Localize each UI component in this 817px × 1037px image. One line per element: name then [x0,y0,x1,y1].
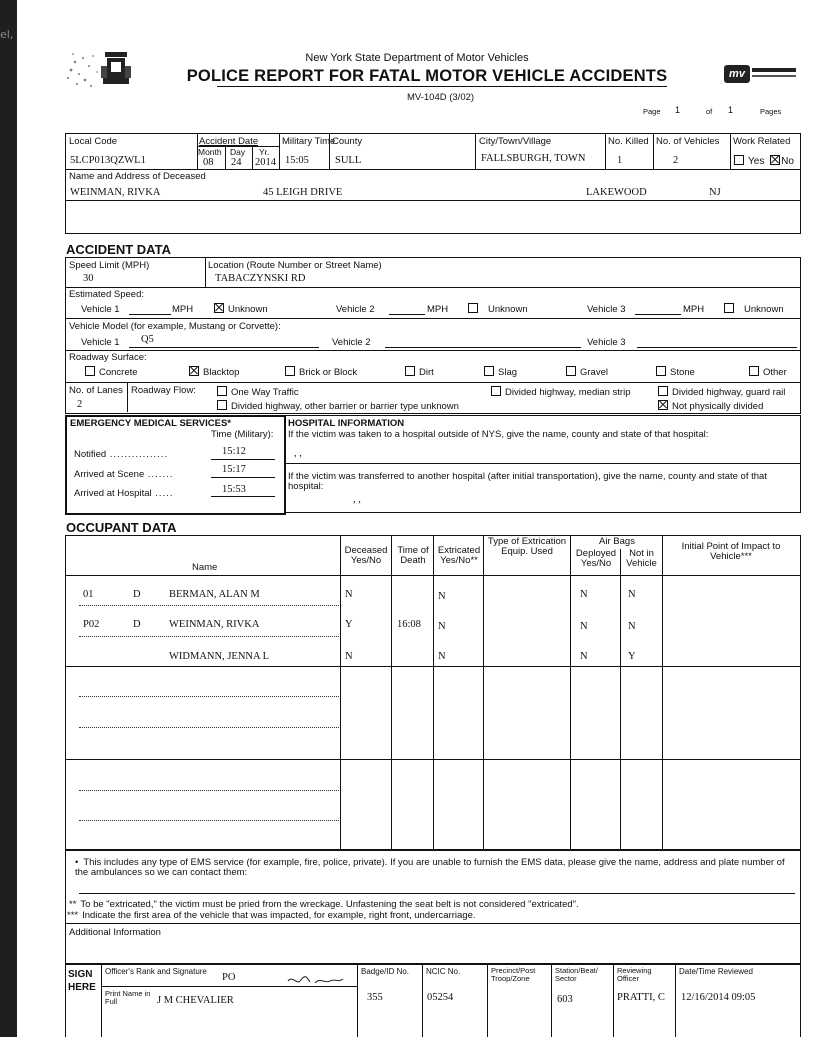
occupant-2-extricated: N [438,621,446,632]
occupant-3-name: WIDMANN, JENNA L [169,651,270,662]
reviewed-label: Date/Time Reviewed [679,967,753,976]
officer-rank: PO [222,972,236,983]
additional-info-label: Additional Information [69,927,161,938]
model-vehicle1: Q5 [141,334,154,345]
speed-limit: 30 [83,273,94,284]
deceased-city: LAKEWOOD [586,187,647,198]
arrived-scene-label: Arrived at Scene ....... [74,469,174,480]
roadway-flow-label: Roadway Flow: [131,385,196,396]
dmv-logo [724,63,796,85]
location-label: Location (Route Number or Street Name) [208,260,382,271]
surface-other: Other [749,366,787,378]
surface-brick: Brick or Block [285,366,357,378]
surface-dirt-checkbox[interactable] [405,366,415,376]
sign-here-label: SIGN HERE [68,969,96,993]
speed-limit-label: Speed Limit (MPH) [69,260,150,271]
vehicle2-unknown: Unknown [468,303,528,315]
occupant-1-deployed: N [580,589,588,600]
occupant-3-extricated: N [438,651,446,662]
surface-slag: Slag [484,366,517,378]
hospital-outside-value: , , [294,448,302,459]
page-total: 1 [728,105,734,115]
flow-divided-other-checkbox[interactable] [217,400,227,410]
occupant-2-vehicle: P02 [83,619,100,630]
dmv-logo-mark: mv [724,65,750,83]
occupant-3-not-in: Y [628,651,636,662]
surface-blacktop-checkbox[interactable] [189,366,199,376]
page-label: Page [643,107,661,116]
occupant-1-name: BERMAN, ALAN M [169,589,260,600]
arrived-hospital-label: Arrived at Hospital ..... [74,488,174,499]
surface-gravel-checkbox[interactable] [566,366,576,376]
deceased-name: WEINMAN, RIVKA [70,187,161,198]
occupant-1-vehicle: 01 [83,589,94,600]
officer-print-name: J M CHEVALIER [157,995,234,1006]
occupant-2-deceased: Y [345,619,353,630]
window-edge-label: el, [0,28,14,41]
station-label: Station/Beat/ Sector [555,966,598,983]
officer-signature [285,972,347,990]
date-reviewed: 12/16/2014 09:05 [681,992,756,1003]
accident-month: 08 [203,157,214,168]
notified-time: 15:12 [222,446,246,457]
no-option-label: No [781,156,794,167]
vehicle3-unknown: Unknown [724,303,784,315]
work-related-label: Work Related [733,136,791,147]
occupant-1-extricated: N [438,591,446,602]
station-number: 603 [557,994,573,1005]
occupant-2-time: 16:08 [397,619,421,630]
occupant-3-deployed: N [580,651,588,662]
vehicle3-unknown-checkbox[interactable] [724,303,734,313]
notified-label: Notified ................ [74,449,169,460]
work-related-no-checkbox[interactable] [770,155,780,165]
mph-label-3: MPH [683,304,705,315]
accident-date-label: Accident Date [199,136,259,147]
page-number: 1 [675,105,681,115]
arrived-scene-time: 15:17 [222,464,246,475]
location: TABACZYNSKI RD [215,273,306,284]
col-extricated-header: Extricated Yes/No** [437,545,481,566]
vehicle2-speed-label: Vehicle 2 [336,304,375,315]
accident-day: 24 [231,157,242,168]
surface-stone: Stone [656,366,695,378]
col-equip-header: Type of Extrication Equip. Used [487,536,567,557]
surface-stone-checkbox[interactable] [656,366,666,376]
ncic-number: 05254 [427,992,454,1003]
report-page [17,0,817,1037]
mph-label-1: MPH [172,304,194,315]
reviewing-officer: PRATTI, C [617,992,665,1003]
model-vehicle2-label: Vehicle 2 [332,337,371,348]
col-impact-header: Initial Point of Impact to Vehicle*** [681,541,781,562]
vehicle1-unknown: Unknown [214,303,268,315]
surface-dirt: Dirt [405,366,434,378]
occupant-1-role: D [133,589,141,600]
arrived-hospital-time: 15:53 [222,484,246,495]
flow-not-divided: Not physically divided [658,400,763,412]
accident-identification-box [65,133,801,234]
occupant-data-heading: OCCUPANT DATA [66,520,177,535]
killed-label: No. Killed [608,136,649,147]
occupant-1-deceased: N [345,589,353,600]
page-title: POLICE REPORT FOR FATAL MOTOR VEHICLE ACCIDENTS [186,67,668,85]
roadway-surface-label: Roadway Surface: [69,352,147,363]
col-time-of-death-header: Time of Death [397,545,429,566]
flow-divided-median-checkbox[interactable] [491,386,501,396]
local-code-label: Local Code [69,136,118,147]
form-number: MV-104D (3/02) [407,92,475,103]
city-label: City/Town/Village [479,136,552,147]
month-label: Month [198,147,222,157]
flow-one-way: One Way Traffic [217,386,299,398]
military-time-label: Military Time [282,136,336,147]
badge-number: 355 [367,992,383,1003]
accident-data-heading: ACCIDENT DATA [66,242,171,257]
surface-concrete: Concrete [85,366,138,378]
county: SULL [335,155,362,166]
local-code: 5LCP013QZWL1 [70,155,146,166]
ems-time-label: Time (Military): [211,429,274,440]
model-vehicle1-label: Vehicle 1 [81,337,120,348]
estimated-speed-label: Estimated Speed: [69,289,144,300]
killed-count: 1 [617,155,623,166]
hospital-title: HOSPITAL INFORMATION [288,418,405,429]
precinct-label: Precinct/Post Troop/Zone [491,966,536,983]
vehicle3-speed-label: Vehicle 3 [587,304,626,315]
county-label: County [332,136,363,147]
flow-one-way-checkbox[interactable] [217,386,227,396]
ems-footnote: • This includes any type of EMS service (for example, fire, police, private). If you are unable to furnish the EMS data, please give the name, address and plate number of the ambulances so we can contact them: [75,857,785,878]
deceased-label: Name and Address of Deceased [69,171,206,182]
occupant-1-not-in: N [628,589,636,600]
hospital-transferred-text: If the victim was transferred to another hospital (after initial transportation), give the name, county and state of that hospital: [288,471,767,492]
occupant-2-deployed: N [580,621,588,632]
flow-not-divided-checkbox[interactable] [658,400,668,410]
rank-label: Officer's Rank and Signature [105,967,207,976]
col-deployed-header: Deployed Yes/No [575,548,617,569]
pages-label: Pages [760,107,782,116]
extricated-footnote: ** To be "extricated," the victim must be pried from the wreckage. Unfastening the seat belt is not considered "extricated". [69,899,579,910]
print-name-label: Print Name in Full [105,989,151,1006]
deceased-state: NJ [709,187,721,198]
of-label: of [706,107,713,116]
flow-divided-guard: Divided highway, guard rail [658,386,785,398]
hospital-outside-nys-text: If the victim was taken to a hospital outside of NYS, give the name, county and state of that hospital: [288,429,709,440]
impact-footnote: *** Indicate the first area of the vehicle that was impacted, for example, right front, undercarriage. [67,910,476,921]
surface-concrete-checkbox[interactable] [85,366,95,376]
col-name-header: Name [192,562,218,573]
badge-label: Badge/ID No. [361,967,410,976]
occupant-2-not-in: N [628,621,636,632]
vehicle-model-label: Vehicle Model (for example, Mustang or Corvette): [69,321,281,332]
ncic-label: NCIC No. [426,967,461,976]
col-airbags-header: Air Bags [599,536,635,547]
military-time: 15:05 [285,155,309,166]
lanes: 2 [77,399,83,410]
hospital-transferred-value: , , [353,494,361,505]
flow-divided-median: Divided highway, median strip [491,386,631,398]
surface-gravel: Gravel [566,366,608,378]
col-not-in-vehicle-header: Not in Vehicle [626,548,657,569]
lanes-label: No. of Lanes [69,385,123,396]
vehicles-label: No. of Vehicles [656,136,720,147]
occupant-2-role: D [133,619,141,630]
work-related-options [734,155,794,167]
flow-divided-guard-checkbox[interactable] [658,386,668,396]
occupant-2-name: WEINMAN, RIVKA [169,619,260,630]
agency-name: New York State Department of Motor Vehicles [305,52,529,64]
work-related-yes-checkbox[interactable] [734,155,744,165]
surface-other-checkbox[interactable] [749,366,759,376]
mph-label-2: MPH [427,304,449,315]
ems-title: EMERGENCY MEDICAL SERVICES* [70,418,232,429]
surface-blacktop: Blacktop [189,366,239,378]
vehicle2-unknown-checkbox[interactable] [468,303,478,313]
reviewing-label: Reviewing Officer [617,966,652,983]
accident-year: 2014 [255,157,276,168]
occupant-3-deceased: N [345,651,353,662]
vehicle1-speed-label: Vehicle 1 [81,304,120,315]
deceased-street: 45 LEIGH DRIVE [263,187,343,198]
surface-brick-checkbox[interactable] [285,366,295,376]
model-vehicle3-label: Vehicle 3 [587,337,626,348]
col-deceased-header: Deceased Yes/No [344,545,388,566]
city: FALLSBURGH, TOWN [481,153,586,164]
yes-option-label: Yes [748,156,765,167]
year-label: Yr. [259,147,270,157]
day-label: Day [230,147,246,157]
surface-slag-checkbox[interactable] [484,366,494,376]
flow-divided-other: Divided highway, other barrier or barrier type unknown [217,400,459,412]
vehicle1-unknown-checkbox[interactable] [214,303,224,313]
vehicle-count: 2 [673,155,679,166]
